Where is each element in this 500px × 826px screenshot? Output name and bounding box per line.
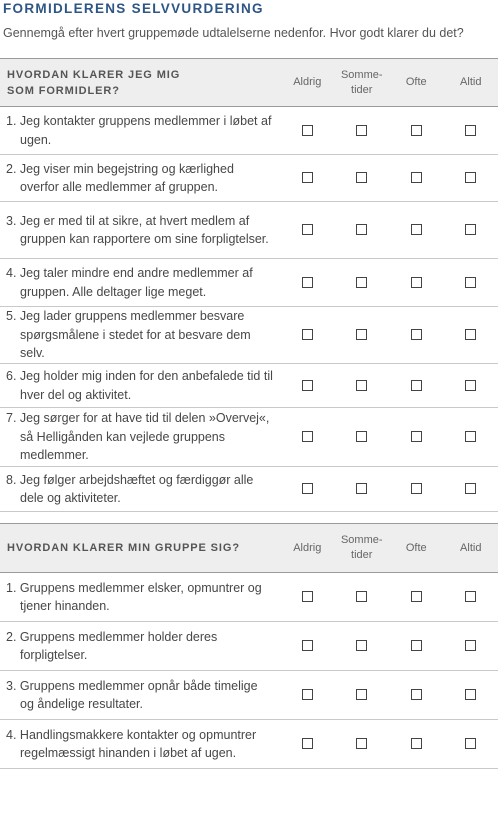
checkbox-often[interactable]	[411, 591, 422, 602]
page-instructions: Gennemgå efter hvert gruppemøde udtalelserne nedenfor. Hvor godt klarer du det?	[3, 26, 464, 40]
section-heading: HVORDAN KLARER MIN GRUPPE SIG?	[0, 524, 280, 573]
statement-cell	[0, 573, 280, 622]
option-cell-often	[389, 573, 444, 622]
statement-row	[0, 107, 498, 155]
checkbox-sometimes[interactable]	[356, 483, 367, 494]
option-header-sometimes: Somme- tider	[335, 524, 390, 573]
option-cell-always	[444, 408, 499, 467]
checkbox-never[interactable]	[302, 689, 313, 700]
checkbox-sometimes[interactable]	[356, 738, 367, 749]
option-cell-often	[389, 155, 444, 202]
checkbox-sometimes[interactable]	[356, 224, 367, 235]
statement-cell	[0, 107, 280, 155]
checkbox-always[interactable]	[465, 640, 476, 651]
option-header-never: Aldrig	[280, 59, 335, 107]
option-cell-often	[389, 307, 444, 364]
option-cell-sometimes	[335, 307, 390, 364]
checkbox-sometimes[interactable]	[356, 431, 367, 442]
option-cell-sometimes	[335, 107, 390, 155]
checkbox-often[interactable]	[411, 125, 422, 136]
section-heading: HVORDAN KLARER JEG MIG SOM FORMIDLER?	[0, 59, 280, 107]
checkbox-never[interactable]	[302, 591, 313, 602]
table-header-row	[0, 59, 498, 107]
option-cell-never	[280, 720, 335, 769]
table-header-row	[0, 524, 498, 573]
option-header-often: Ofte	[389, 524, 444, 573]
option-cell-always	[444, 155, 499, 202]
statement-row	[0, 408, 498, 467]
option-cell-often	[389, 364, 444, 408]
option-cell-often	[389, 202, 444, 259]
option-cell-always	[444, 671, 499, 720]
checkbox-never[interactable]	[302, 431, 313, 442]
option-cell-always	[444, 107, 499, 155]
checkbox-sometimes[interactable]	[356, 329, 367, 340]
statement-cell	[0, 307, 280, 364]
statement-row	[0, 155, 498, 202]
option-cell-never	[280, 307, 335, 364]
checkbox-always[interactable]	[465, 380, 476, 391]
checkbox-never[interactable]	[302, 224, 313, 235]
statement-text: Jeg holder mig inden for den anbefalede tid til hver del og aktivitet.	[19, 369, 273, 402]
checkbox-never[interactable]	[302, 738, 313, 749]
statement-row	[0, 259, 498, 307]
option-cell-sometimes	[335, 720, 390, 769]
statement-row	[0, 364, 498, 408]
option-cell-always	[444, 720, 499, 769]
statement-number: 4.	[6, 727, 17, 742]
checkbox-sometimes[interactable]	[356, 172, 367, 183]
statement-text: Handlingsmakkere kontakter og opmuntrer regelmæssigt hinanden i løbet af ugen.	[19, 727, 257, 760]
checkbox-never[interactable]	[302, 172, 313, 183]
option-cell-often	[389, 467, 444, 512]
option-cell-always	[444, 622, 499, 671]
option-cell-sometimes	[335, 467, 390, 512]
statement-row	[0, 467, 498, 512]
checkbox-always[interactable]	[465, 329, 476, 340]
option-cell-always	[444, 467, 499, 512]
checkbox-always[interactable]	[465, 591, 476, 602]
statement-text: Jeg er med til at sikre, at hvert medlem af gruppen kan rapportere om sine forpligtelser.	[19, 213, 269, 246]
option-cell-never	[280, 155, 335, 202]
statement-number: 1.	[6, 580, 17, 595]
option-cell-sometimes	[335, 671, 390, 720]
checkbox-sometimes[interactable]	[356, 640, 367, 651]
checkbox-never[interactable]	[302, 329, 313, 340]
checkbox-never[interactable]	[302, 125, 313, 136]
checkbox-often[interactable]	[411, 689, 422, 700]
statement-text: Gruppens medlemmer opnår både timelige og åndelige resultater.	[19, 678, 258, 711]
statement-number: 8.	[6, 472, 17, 487]
facilitator-assessment-table	[0, 58, 498, 512]
option-cell-sometimes	[335, 364, 390, 408]
statement-number: 4.	[6, 266, 17, 280]
option-cell-always	[444, 259, 499, 307]
statement-text: Jeg kontakter gruppens medlemmer i løbet af ugen.	[19, 114, 272, 147]
checkbox-sometimes[interactable]	[356, 125, 367, 136]
checkbox-often[interactable]	[411, 738, 422, 749]
option-cell-always	[444, 307, 499, 364]
option-cell-often	[389, 622, 444, 671]
checkbox-often[interactable]	[411, 172, 422, 183]
option-cell-always	[444, 202, 499, 259]
checkbox-always[interactable]	[465, 431, 476, 442]
checkbox-often[interactable]	[411, 380, 422, 391]
option-cell-always	[444, 573, 499, 622]
statement-text: Jeg lader gruppens medlemmer besvare spørgsmålene i stedet for at besvare dem selv.	[19, 309, 251, 361]
checkbox-always[interactable]	[465, 125, 476, 136]
checkbox-often[interactable]	[411, 640, 422, 651]
option-cell-often	[389, 107, 444, 155]
option-header-always: Altid	[444, 524, 499, 573]
checkbox-always[interactable]	[465, 172, 476, 183]
statement-text: Jeg sørger for at have tid til delen »Overvej«, så Helligånden kan vejlede gruppens medlemmer.	[19, 411, 270, 463]
statement-row	[0, 671, 498, 720]
checkbox-never[interactable]	[302, 380, 313, 391]
option-cell-sometimes	[335, 259, 390, 307]
group-assessment-table	[0, 523, 498, 769]
statement-row	[0, 202, 498, 259]
option-cell-never	[280, 573, 335, 622]
option-cell-never	[280, 408, 335, 467]
statement-number: 3.	[6, 213, 17, 228]
statement-number: 3.	[6, 678, 17, 693]
option-cell-never	[280, 622, 335, 671]
option-cell-often	[389, 671, 444, 720]
option-header-always: Altid	[444, 59, 499, 107]
statement-number: 2.	[6, 629, 17, 644]
checkbox-sometimes[interactable]	[356, 689, 367, 700]
statement-text: Jeg taler mindre end andre medlemmer af gruppen. Alle deltager lige meget.	[19, 266, 253, 299]
option-header-often: Ofte	[389, 59, 444, 107]
checkbox-sometimes[interactable]	[356, 277, 367, 288]
statement-row	[0, 622, 498, 671]
statement-row	[0, 307, 498, 364]
option-cell-never	[280, 364, 335, 408]
option-header-never: Aldrig	[280, 524, 335, 573]
statement-cell	[0, 364, 280, 408]
option-cell-sometimes	[335, 155, 390, 202]
option-header-sometimes: Somme- tider	[335, 59, 390, 107]
option-cell-often	[389, 408, 444, 467]
checkbox-often[interactable]	[411, 277, 422, 288]
checkbox-always[interactable]	[465, 689, 476, 700]
option-cell-never	[280, 107, 335, 155]
option-cell-always	[444, 364, 499, 408]
checkbox-always[interactable]	[465, 483, 476, 494]
checkbox-often[interactable]	[411, 329, 422, 340]
statement-text: Gruppens medlemmer holder deres forpligtelser.	[19, 629, 218, 662]
statement-number: 1.	[6, 114, 17, 128]
checkbox-never[interactable]	[302, 640, 313, 651]
statement-text: Gruppens medlemmer elsker, opmuntrer og tjener hinanden.	[19, 580, 262, 613]
option-cell-sometimes	[335, 622, 390, 671]
statement-number: 7.	[6, 411, 17, 426]
statement-row	[0, 573, 498, 622]
option-cell-sometimes	[335, 573, 390, 622]
statement-text: Jeg følger arbejdshæftet og færdiggør alle dele og aktiviteter.	[19, 472, 254, 505]
statement-cell	[0, 467, 280, 512]
checkbox-sometimes[interactable]	[356, 591, 367, 602]
option-cell-sometimes	[335, 202, 390, 259]
option-cell-never	[280, 259, 335, 307]
statement-number: 5.	[6, 309, 17, 324]
checkbox-never[interactable]	[302, 483, 313, 494]
option-cell-often	[389, 259, 444, 307]
option-cell-never	[280, 467, 335, 512]
checkbox-always[interactable]	[465, 277, 476, 288]
statement-cell	[0, 622, 280, 671]
statement-cell	[0, 408, 280, 467]
checkbox-always[interactable]	[465, 224, 476, 235]
option-cell-never	[280, 671, 335, 720]
statement-cell	[0, 671, 280, 720]
checkbox-sometimes[interactable]	[356, 380, 367, 391]
checkbox-always[interactable]	[465, 738, 476, 749]
statement-text: Jeg viser min begejstring og kærlighed overfor alle medlemmer af gruppen.	[19, 161, 234, 194]
option-cell-often	[389, 720, 444, 769]
checkbox-often[interactable]	[411, 483, 422, 494]
statement-cell	[0, 720, 280, 769]
option-cell-sometimes	[335, 408, 390, 467]
statement-row	[0, 720, 498, 769]
statement-number: 2.	[6, 161, 17, 176]
statement-cell	[0, 202, 280, 259]
checkbox-never[interactable]	[302, 277, 313, 288]
statement-cell	[0, 259, 280, 307]
page-title: FORMIDLERENS SELVVURDERING	[3, 1, 264, 16]
checkbox-often[interactable]	[411, 224, 422, 235]
statement-cell	[0, 155, 280, 202]
checkbox-often[interactable]	[411, 431, 422, 442]
option-cell-never	[280, 202, 335, 259]
statement-number: 6.	[6, 369, 17, 383]
